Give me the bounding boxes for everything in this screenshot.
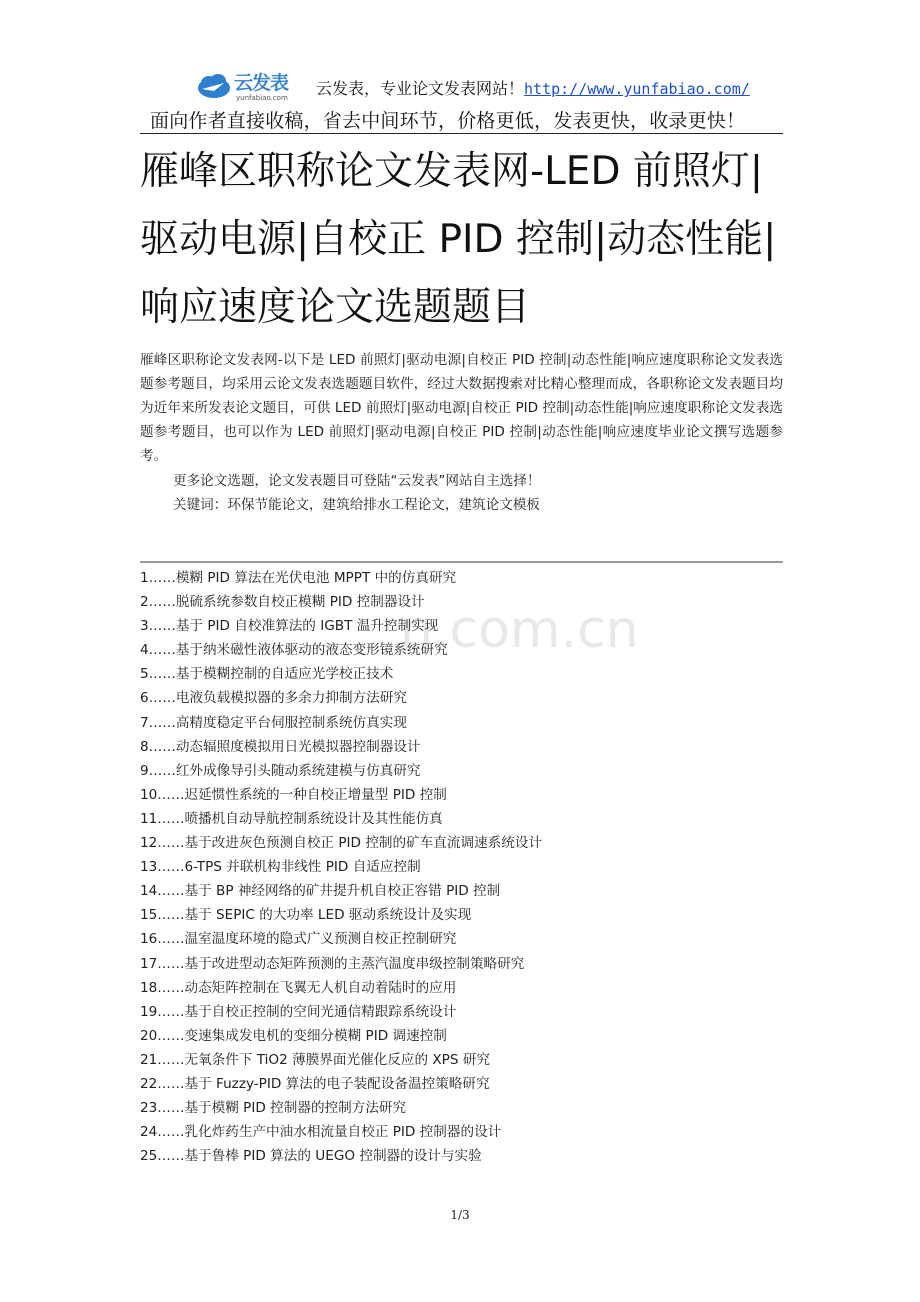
list-item: 22……基于 Fuzzy-PID 算法的电子装配设备温控策略研究 xyxy=(140,1075,490,1092)
topic-list xyxy=(140,566,783,1168)
logo-domain: yunfabiao.com xyxy=(236,94,288,102)
list-item: 11……喷播机自动导航控制系统设计及其性能仿真 xyxy=(140,810,443,827)
header-slogan xyxy=(316,76,750,99)
header-divider xyxy=(140,133,783,134)
list-item: 12……基于改进灰色预测自校正 PID 控制的矿车直流调速系统设计 xyxy=(140,835,543,852)
list-item: 21……无氧条件下 TiO2 薄膜界面光催化反应的 XPS 研究 xyxy=(140,1051,491,1068)
page-number: 1/3 xyxy=(450,1208,470,1222)
list-divider xyxy=(140,561,783,563)
cloud-plane-icon xyxy=(196,72,232,100)
yunfabiao-logo[interactable] xyxy=(196,70,290,104)
list-item: 6……电液负载模拟器的多余力抑制方法研究 xyxy=(140,690,407,707)
list-item: 9……红外成像导引头随动系统建模与仿真研究 xyxy=(140,762,421,779)
list-item: 17……基于改进型动态矩阵预测的主蒸汽温度串级控制策略研究 xyxy=(140,955,525,972)
logo-text: 云发表 xyxy=(234,72,289,94)
header-tagline: 面向作者直接收稿，省去中间环节，价格更低，发表更快，收录更快！ xyxy=(150,110,746,132)
list-item: 15……基于 SEPIC 的大功率 LED 驱动系统设计及实现 xyxy=(140,907,472,924)
list-item: 1……模糊 PID 算法在光伏电池 MPPT 中的仿真研究 xyxy=(140,570,457,586)
list-item: 5……基于模糊控制的自适应光学校正技术 xyxy=(140,666,394,683)
keywords-line: 关键词：环保节能论文，建筑给排水工程论文，建筑论文模板 xyxy=(173,497,541,513)
list-item: 3……基于 PID 自校准算法的 IGBT 温升控制实现 xyxy=(140,618,439,635)
intro-paragraph: 雁峰区职称论文发表网-以下是 LED 前照灯|驱动电源|自校正 PID 控制|动态性能|响应速度职称论文发表选题参考题目，均采用云论文发表选题题目软件，经过大数据搜索对比精心整理而成，各职称论文发表题目均为近年来所发表论文题目，可供 LED 前照灯|驱动电源|自校正 PID 控制|动态性能|响应速度职称论文发表选题参考题目，也可以作为 LED 前照灯|驱动电源|自校正 PID 控制|动态性能|响应速度毕业论文撰写选题参考。 xyxy=(140,352,783,464)
list-item: 8……动态辐照度模拟用日光模拟器控制器设计 xyxy=(140,738,421,755)
more-topics-note: 更多论文选题，论文发表题目可登陆“云发表”网站自主选择！ xyxy=(173,473,541,489)
slogan-text: 云发表，专业论文发表网站！ xyxy=(316,79,525,98)
list-item: 2……脱硫系统参数自校正模糊 PID 控制器设计 xyxy=(140,594,425,611)
list-item: 24……乳化炸药生产中油水相流量自校正 PID 控制器的设计 xyxy=(140,1124,502,1141)
list-item: 18……动态矩阵控制在飞翼无人机自动着陆时的应用 xyxy=(140,979,457,996)
page-header xyxy=(140,68,783,132)
list-item: 20……变速集成发电机的变细分模糊 PID 调速控制 xyxy=(140,1027,447,1044)
list-item: 13……6-TPS 并联机构非线性 PID 自适应控制 xyxy=(140,859,421,876)
list-item: 23……基于模糊 PID 控制器的控制方法研究 xyxy=(140,1100,407,1117)
list-item: 19……基于自校正控制的空间光通信精跟踪系统设计 xyxy=(140,1003,457,1020)
list-item: 7……高精度稳定平台伺服控制系统仿真实现 xyxy=(140,714,407,731)
watermark: n.com.cn xyxy=(400,600,639,660)
page-title: 雁峰区职称论文发表网-LED 前照灯|驱动电源|自校正 PID 控制|动态性能|响应速度论文选题题目 xyxy=(140,149,777,330)
list-item: 10……迟延惯性系统的一种自校正增量型 PID 控制 xyxy=(140,786,447,803)
list-item: 16……温室温度环境的隐式广义预测自校正控制研究 xyxy=(140,931,457,948)
list-item: 4……基于纳米磁性液体驱动的液态变形镜系统研究 xyxy=(140,642,448,659)
list-item: 25……基于鲁棒 PID 算法的 UEGO 控制器的设计与实验 xyxy=(140,1148,482,1165)
list-item: 14……基于 BP 神经网络的矿井提升机自校正容错 PID 控制 xyxy=(140,883,501,900)
site-link[interactable]: http://www.yunfabiao.com/ xyxy=(524,80,750,98)
